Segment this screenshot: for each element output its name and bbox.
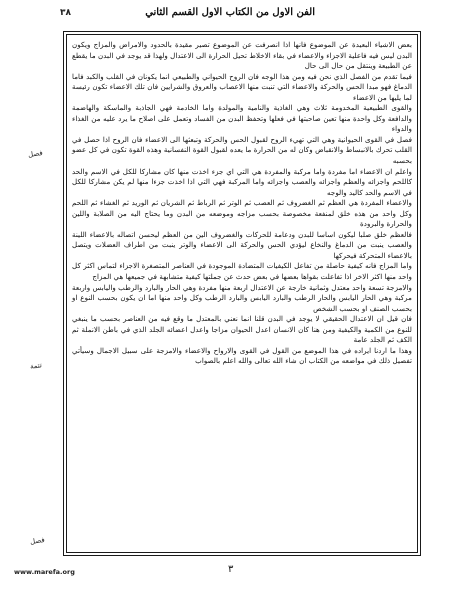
main-text-block (72, 40, 412, 548)
page-number: ٣٨ (60, 8, 71, 18)
paragraph: والقوى الطبيعية المخدومة ثلاث وهي الغاذية والنامية والمولدة واما الخادمة فهي الجاذبة والماسكة والهاضمة والدافعة وكل واحدة منها تعين صاحبتها في فعلها وتحفظ البدن من الفساد وتعمل على اصلاح ما يرد عليه من الغذاء والدواء (72, 103, 412, 134)
paragraph: فيما تقدم من الفصل الذي نحن فيه ومن هذا الوجه فان الروح الحيواني والطبيعي انما يكونان في القلب والكبد فاما الدماغ فهو مبدا الحس والحركة والاعضاء التي تنبت منها الاعصاب والعروق والشرايين فان تلك الاعضاء تكون رئيسة لما يليها من الاعضاء (72, 71, 412, 102)
margin-note: فصل (27, 149, 44, 159)
paragraph: فصل في القوى الحيوانية وهي التي تهيء الروح لقبول الحس والحركة وتبعثها الى الاعضاء فان الروح اذا حصل في القلب تحرك بالانبساط والانقباض وكان له من الحرارة ما يعده لقبول القوة النفسانية وهذه القوة تكون في كل عضو بحسبه (72, 134, 412, 166)
paragraph: بعض الاشياء البعيدة عن الموضوع فانها اذا انصرفت عن الموضوع تصير مقيدة بالحدود والامراض والمزاج ويكون البدن ليس فيه فاعلية الاجزاء والاعضاء في بقاء الاخلاط تحيل الحرارة الى الاعتدال ولهذا قد يوجد في البدن ما يقطع عن الطبيعة وينتقل من حال الى حال (72, 40, 412, 71)
paragraph: وهذا ما اردنا ايراده في هذا الموضع من القول في القوى والارواح والاعضاء والامزجة على سبيل الاجمال وسيأتي تفصيل ذلك في مواضعه من الكتاب ان شاء الله تعالى والله اعلم بالصواب (72, 345, 412, 366)
paragraph: واعلم ان الاعضاء اما مفردة واما مركبة والمفردة هي التي اي جزء اخذت منها كان مشاركا للكل في الاسم والحد كاللحم واجزائه والعظم واجزائه والعصب واجزائه واما المركبة فهي التي اذا اخذت جزءا منها لم يكن مشاركا للكل في الاسم والحد كاليد والوجه (72, 166, 412, 197)
paragraph: فان قيل ان الاعتدال الحقيقي لا يوجد في البدن قلنا انما نعني بالمعتدل ما وقع فيه من العناصر بحسب ما ينبغي للنوع من الكمية والكيفية ومن هنا كان الانسان اعدل الحيوان مزاجا واعدل اعضائه الجلد الذي في باطن الانملة ثم الكف ثم الجلد عامة (72, 314, 412, 345)
paragraph: واما المزاج فانه كيفية حاصلة من تفاعل الكيفيات المتضادة الموجودة في العناصر المتصغرة الاجزاء لتماس اكثر كل واحد منها اكثر الاخر اذا تفاعلت بقواها بعضها في بعض حدث عن جملتها كيفية متشابهة في جميعها هي المزاج (72, 261, 412, 282)
paragraph: والاعضاء المفردة هي العظم ثم الغضروف ثم العصب ثم الوتر ثم الرباط ثم الشريان ثم الوريد ثم الغشاء ثم اللحم وكل واحد من هذه خلق لمنفعة مخصوصة بحسب مزاجه وموضعه من البدن وما يحتاج اليه من الصلابة واللين والحرارة والبرودة (72, 198, 412, 229)
margin-note: فصل (29, 536, 46, 546)
running-header: الفن الاول من الكتاب الاول القسم الثاني (145, 7, 315, 18)
source-url: www.marefa.org (14, 568, 75, 576)
paragraph: فالعظم خلق صلبا ليكون اساسا للبدن ودعامة للحركات والغضروف الين من العظم ليحسن اتصاله بالاعضاء اللينة والعصب ينبت من الدماغ والنخاع ليؤدي الحس والحركة الى الاعضاء والوتر ينبت من اطراف العضلات ويتصل بالاعضاء المتحركة فيحركها (72, 229, 412, 260)
margin-note: تتمة (29, 361, 43, 371)
folio-number: ٣ (228, 564, 234, 575)
paragraph: والامزجة تسعة واحد معتدل وثمانية خارجة عن الاعتدال اربعة منها مفردة وهي الحار والبارد والرطب واليابس واربعة مركبة وهي الحار اليابس والحار الرطب والبارد اليابس والبارد الرطب وكل واحد منها اما ان يكون بحسب النوع او بحسب الصنف او بحسب الشخص (72, 282, 412, 313)
